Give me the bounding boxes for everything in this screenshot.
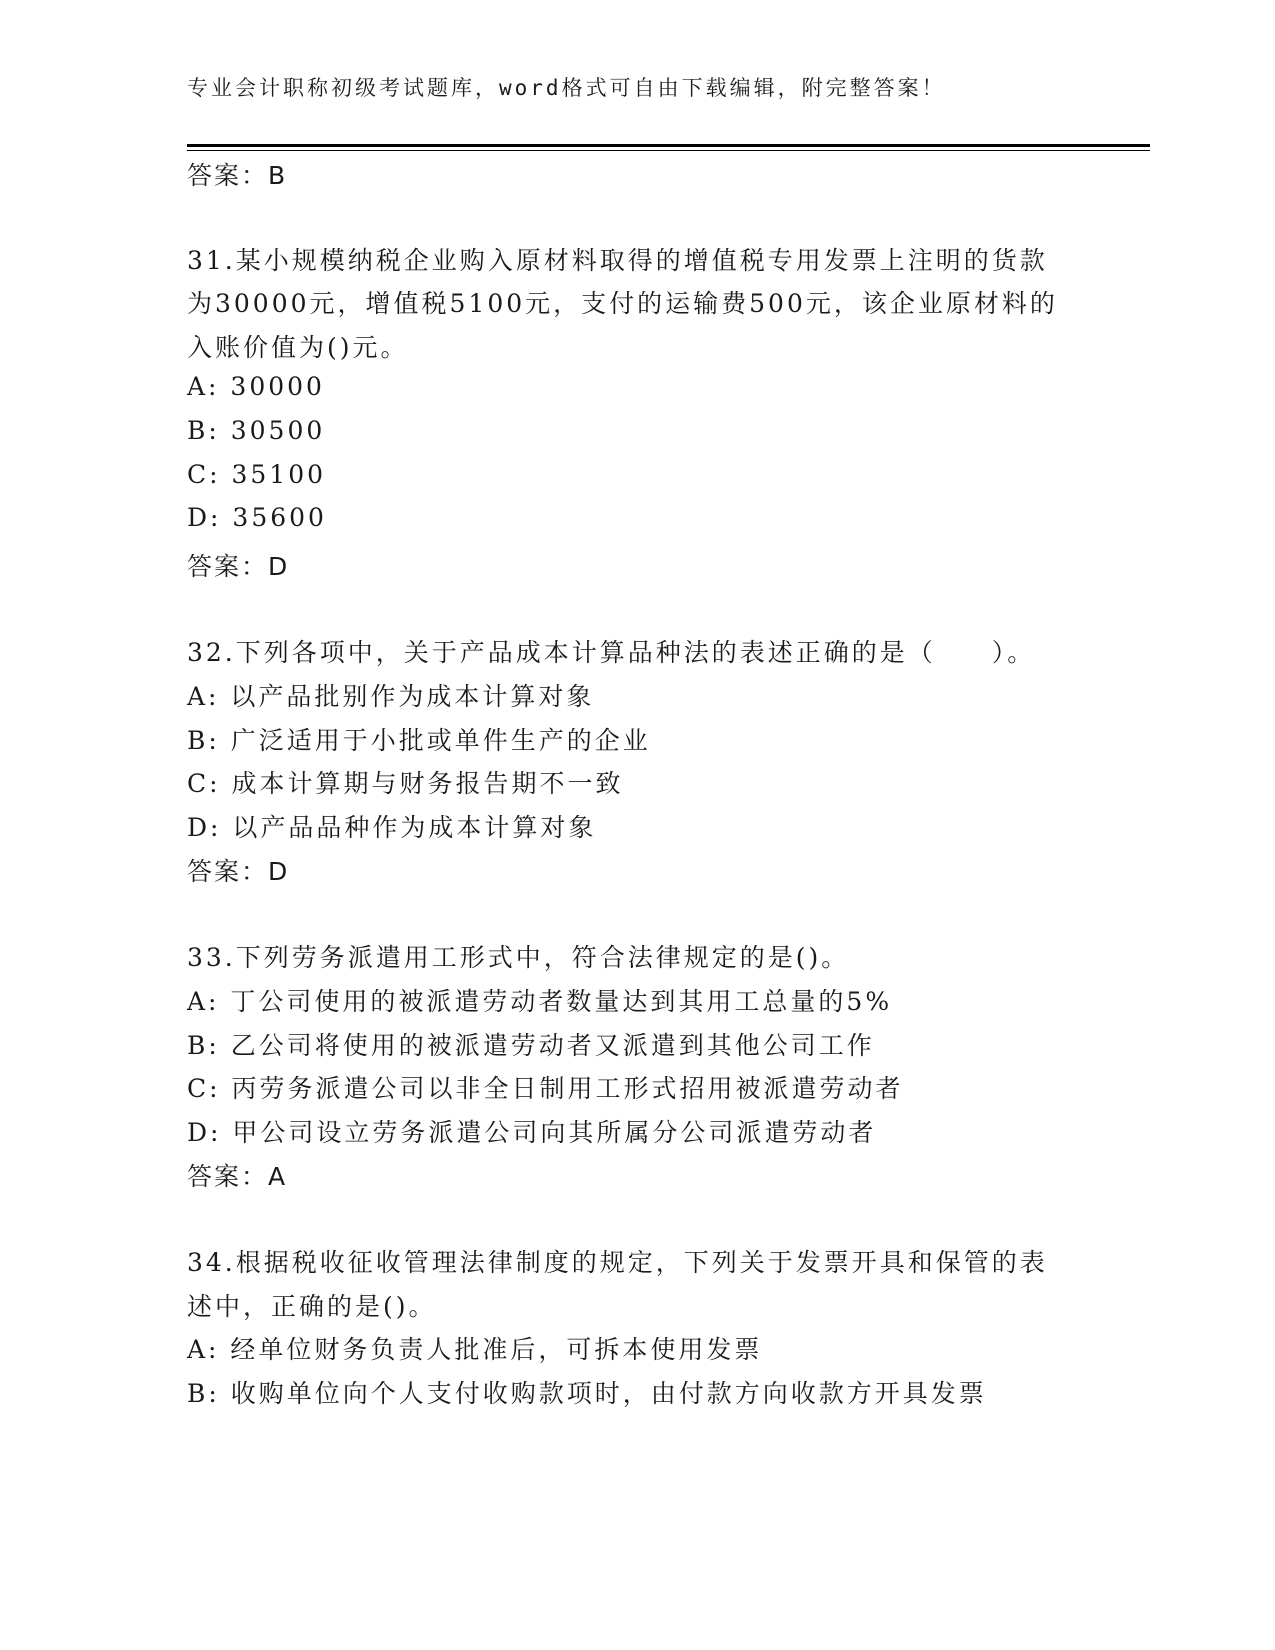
question-34-option-a: A: 经单位财务负责人批准后，可拆本使用发票 (187, 1335, 763, 1364)
question-33-option-c: C: 丙劳务派遣公司以非全日制用工形式招用被派遣劳动者 (187, 1074, 904, 1103)
question-33-option-d: D: 甲公司设立劳务派遣公司向其所属分公司派遣劳动者 (187, 1118, 877, 1147)
question-32-option-b: B: 广泛适用于小批或单件生产的企业 (187, 726, 651, 755)
question-34-stem-line-1: 34.根据税收征收管理法律制度的规定，下列关于发票开具和保管的表 (187, 1248, 1048, 1277)
question-32-option-a: A: 以产品批别作为成本计算对象 (187, 682, 595, 711)
question-34-stem-line-2: 述中，正确的是()。 (187, 1292, 437, 1321)
question-31-option-d: D: 35600 (187, 503, 327, 532)
question-31-stem-line-3: 入账价值为()元。 (187, 333, 409, 362)
question-32-answer: 答案：D (187, 857, 290, 886)
question-31-option-b: B: 30500 (187, 416, 326, 445)
question-31-option-c: C: 35100 (187, 460, 327, 489)
question-31-stem-line-1: 31.某小规模纳税企业购入原材料取得的增值税专用发票上注明的货款 (187, 246, 1048, 275)
question-33-stem-line-1: 33.下列劳务派遣用工形式中，符合法律规定的是()。 (187, 943, 850, 972)
question-32-stem-line-1: 32.下列各项中，关于产品成本计算品种法的表述正确的是（ ）。 (187, 638, 1036, 667)
header-rule-thin (187, 150, 1150, 151)
question-31-answer: 答案：D (187, 552, 290, 581)
question-32-option-c: C: 成本计算期与财务报告期不一致 (187, 769, 624, 798)
header-rule-thick (187, 144, 1150, 147)
question-33-option-a: A: 丁公司使用的被派遣劳动者数量达到其用工总量的5% (187, 987, 893, 1016)
question-31-stem-line-2: 为30000元，增值税5100元，支付的运输费500元，该企业原材料的 (187, 289, 1058, 318)
question-31-option-a: A: 30000 (187, 372, 325, 401)
question-34-option-b: B: 收购单位向个人支付收购款项时，由付款方向收款方开具发票 (187, 1379, 987, 1408)
question-33-answer: 答案：A (187, 1162, 288, 1191)
question-32-option-d: D: 以产品品种作为成本计算对象 (187, 813, 597, 842)
question-33-option-b: B: 乙公司将使用的被派遣劳动者又派遣到其他公司工作 (187, 1031, 875, 1060)
page-header: 专业会计职称初级考试题库，word格式可自由下载编辑，附完整答案！ (187, 76, 946, 100)
prev-answer: 答案：B (187, 161, 288, 190)
